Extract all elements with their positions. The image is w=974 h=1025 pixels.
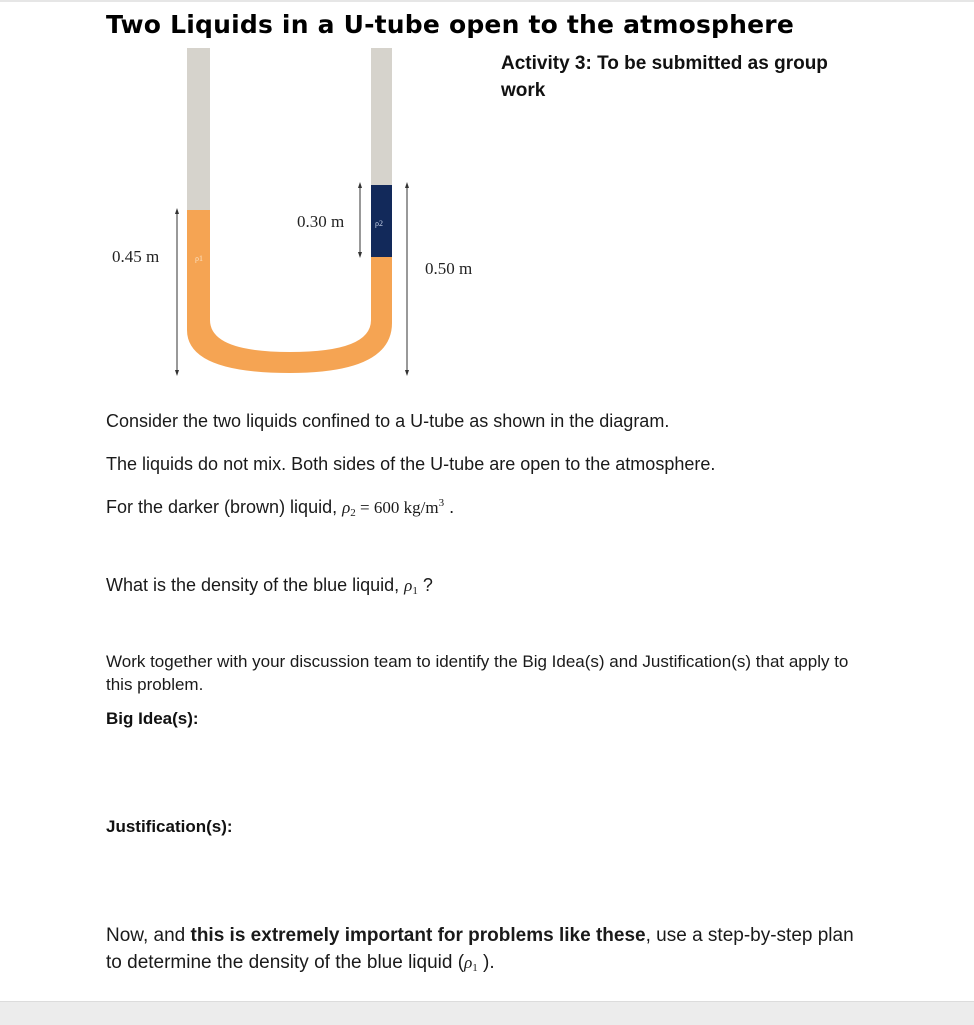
- paragraph-setup: Consider the two liquids confined to a U-tube as shown in the diagram.: [106, 411, 670, 431]
- rho1-symbol-group: [404, 576, 418, 595]
- justifications-label: Justification(s):: [106, 817, 233, 836]
- final-suffix-1: , use a step-by-step plan to determine the density of the blue liquid (: [106, 925, 854, 973]
- right-height-label: 0.50 m: [425, 259, 473, 278]
- bottom-bar: [0, 1001, 974, 1025]
- u-tube-diagram: [100, 40, 500, 385]
- final-suffix-2: ).: [477, 952, 495, 973]
- rho2-exponent: 3: [438, 497, 445, 509]
- left-tube-empty: [187, 48, 210, 213]
- question-prefix: What is the density of the blue liquid,: [106, 575, 405, 595]
- left-dimension-arrow: [175, 208, 179, 376]
- top-divider: [0, 0, 974, 2]
- given-density-suffix: .: [444, 497, 455, 517]
- final-instructions: [106, 922, 866, 982]
- paragraph-conditions: The liquids do not mix. Both sides of the U-tube are open to the atmosphere.: [106, 454, 716, 474]
- final-rho1-group: [464, 953, 478, 972]
- top-height-label: 0.30 m: [297, 212, 345, 231]
- paragraph-given-density: [106, 497, 454, 519]
- rho2-value: = 600 kg/m: [355, 498, 439, 517]
- light-liquid: [187, 210, 392, 373]
- final-prefix: Now, and: [106, 925, 191, 946]
- rho2-label: ρ2: [375, 219, 383, 228]
- left-height-label: 0.45 m: [112, 247, 160, 266]
- rho1-subscript: 1: [412, 585, 418, 597]
- activity-note: Activity 3: To be submitted as group work: [501, 53, 828, 101]
- rho1-symbol: ρ: [404, 576, 413, 595]
- rho2-subscript: 2: [350, 507, 356, 519]
- given-density-prefix: For the darker (brown) liquid,: [106, 497, 343, 517]
- rho2-equation: [342, 498, 444, 517]
- right-tube-empty: [371, 48, 392, 186]
- rho2-symbol: ρ: [342, 498, 351, 517]
- big-ideas-label: Big Idea(s):: [106, 709, 199, 728]
- team-instructions: Work together with your discussion team to identify the Big Idea(s) and Justification(s) that apply to this problem.: [106, 652, 849, 694]
- question: [106, 575, 433, 597]
- page-title: Two Liquids in a U-tube open to the atmosphere: [106, 10, 794, 39]
- question-suffix: ?: [417, 575, 433, 595]
- right-dimension-arrow: [405, 182, 409, 376]
- final-rho1-subscript: 1: [472, 962, 478, 974]
- final-rho1-symbol: ρ: [464, 953, 473, 972]
- final-emphasis: this is extremely important for problems like these: [190, 925, 646, 946]
- rho1-label: ρ1: [195, 254, 203, 263]
- middle-dimension-arrow: [358, 182, 362, 258]
